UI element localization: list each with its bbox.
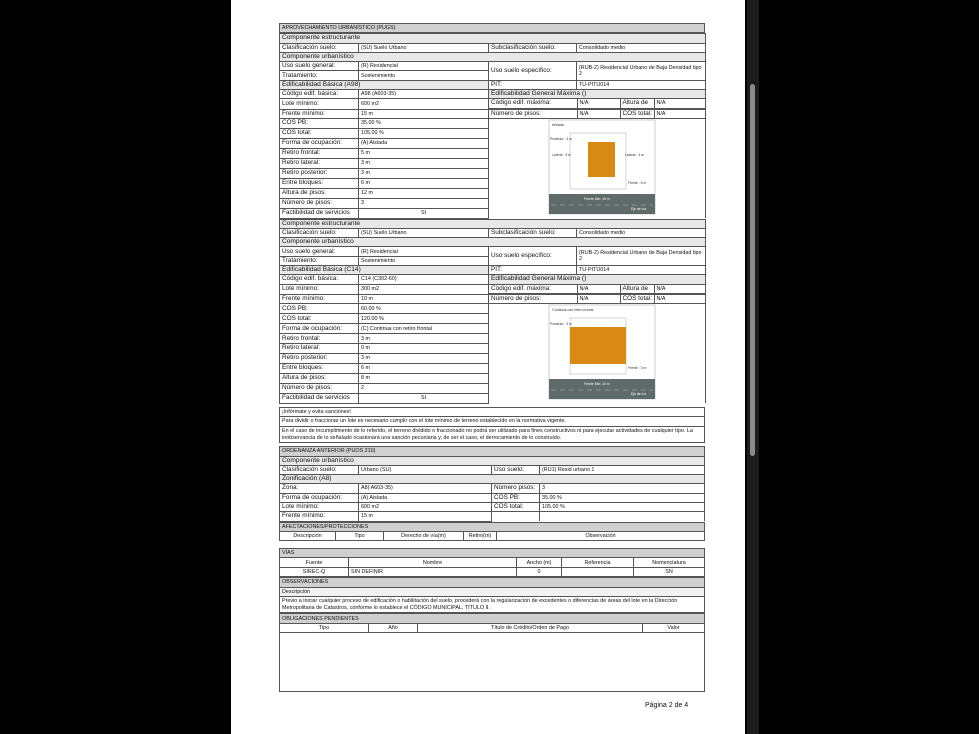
- field-label: Frente mínimo:: [280, 109, 359, 118]
- field-label: Retiro posterior:: [280, 354, 359, 364]
- pisos-max-label: Número de pisos:: [489, 110, 577, 118]
- ordenanza-label: COS total:: [492, 502, 540, 511]
- maxima-title: Edificabilidad General Máxima (): [489, 275, 706, 284]
- tratamiento-label: Tratamiento:: [280, 256, 359, 265]
- document-content: [279, 23, 705, 692]
- frente-label: Frente : 3 m: [628, 366, 647, 371]
- cos-total-max-value: N/A: [654, 295, 705, 303]
- ordenanza-title: ORDENANZA ANTERIOR (PUOS 210): [280, 447, 705, 456]
- posterior-label: Posterior : 3 m: [550, 136, 573, 141]
- obligaciones-table: [279, 613, 705, 692]
- field-value: 2: [359, 383, 489, 393]
- field-value: 3 m: [359, 334, 489, 344]
- uso-especifico-value: (RUB-2) Residencial Urbano de Baja Densidad tipo 2: [577, 62, 706, 81]
- field-label: Número de pisos:: [280, 198, 359, 208]
- notice-text: En el caso de incumplimiento de lo referido, el terreno dividido o fraccionado no podrá ser utilizado para fines constructivos ni para ejecutar actividades de cualquier tipo. La inobservancia de lo señalado ocasionará una sanción pecuniaria y, de ser el caso, el derrocamiento de lo construido.: [280, 427, 705, 443]
- field-label: COS total:: [280, 314, 359, 324]
- field-value: C14 (C302-60): [359, 275, 489, 284]
- uso-especifico-label: Uso suelo específico:: [489, 62, 577, 81]
- ordenanza-label: Frente mínimo:: [280, 512, 359, 521]
- field-label: Forma de ocupación:: [280, 138, 359, 148]
- subclasif-label: Subclasificación suelo:: [489, 43, 577, 52]
- afectaciones-col-header: Tipo: [336, 531, 384, 540]
- ordenanza-value: [540, 512, 705, 521]
- page-number: Página 2 de 4: [645, 702, 689, 709]
- field-label: Lote mínimo:: [280, 284, 359, 294]
- maxima-table-2: [489, 110, 705, 118]
- maxima-table-2: [489, 295, 705, 303]
- obligaciones-empty-area: [280, 633, 705, 692]
- urbanistico-title: Componente urbanístico: [280, 52, 706, 61]
- zone-a98-table: [279, 33, 706, 218]
- notice-text: Para dividir o fraccionar un lote es necesario cumplir con el lote mínimo de terreno establecido en la normativa vigente.: [280, 417, 705, 427]
- codigo-max-label: Código edif. máxima:: [489, 285, 577, 294]
- field-label: COS total:: [280, 128, 359, 138]
- subclasif-value: Consolidado medio: [577, 43, 706, 52]
- frente-label: Frente : 5 m: [628, 180, 647, 185]
- scrollbar-thumb[interactable]: [750, 84, 755, 456]
- ordenanza-value: 600 m2: [359, 502, 492, 511]
- clasif-label: Clasificación suelo:: [280, 43, 359, 52]
- uso-especifico-value: (RUB-2) Residencial Urbano de Baja Densidad tipo 2: [577, 247, 706, 266]
- ordenanza-value: 3: [540, 484, 705, 493]
- field-label: Retiro lateral:: [280, 158, 359, 168]
- field-value: 12 m: [359, 188, 489, 198]
- field-value: (C) Continua con retiro frontal: [359, 324, 489, 334]
- afectaciones-title: AFECTACIONES/PROTECCIONES: [280, 522, 705, 531]
- field-value: (A) Aislada: [359, 138, 489, 148]
- cos-total-max-value: N/A: [654, 110, 705, 118]
- cos-total-max-label: COS total:: [620, 110, 654, 118]
- field-label: COS PB:: [280, 304, 359, 314]
- pugs-header-table: [279, 23, 705, 33]
- field-label: COS PB:: [280, 118, 359, 128]
- ordenanza-componente: Componente urbanístico: [280, 456, 705, 465]
- field-value: 3 m: [359, 158, 489, 168]
- field-value: 3 m: [359, 354, 489, 364]
- codigo-max-value: N/A: [577, 285, 620, 294]
- eje-label: Eje de vía: [631, 392, 647, 397]
- altura-value: N/A: [654, 99, 705, 108]
- field-value: 5 m: [359, 148, 489, 158]
- ordenanza-value: (A) Aislada: [359, 493, 492, 502]
- field-value: 600 m2: [359, 99, 489, 109]
- ocupacion-aislada-diagram: [489, 119, 705, 215]
- ordenanza-label: Lote mínimo:: [280, 502, 359, 511]
- ordenanza-value: 105.00 %: [540, 502, 705, 511]
- field-value: 8 m: [359, 373, 489, 383]
- obligaciones-title: OBLIGACIONES PENDIENTES: [280, 614, 705, 623]
- table-row: [280, 567, 705, 576]
- frente-min-label: Frente Min: 15 m: [584, 196, 610, 201]
- field-value: SI: [359, 208, 489, 218]
- ordenanza-label: [492, 512, 540, 521]
- clasif-label: Clasificación suelo:: [280, 228, 359, 237]
- ordenanza-label: Zona:: [280, 484, 359, 493]
- uso-general-value: (R) Residencial: [359, 62, 489, 71]
- cos-total-max-label: COS total:: [620, 295, 654, 303]
- vias-table: [279, 548, 705, 577]
- obligaciones-col-header: Tipo: [280, 623, 369, 632]
- field-value: 6 m: [359, 363, 489, 373]
- eje-label: Eje de vía: [631, 206, 647, 211]
- pit-label: PIT:: [489, 80, 577, 89]
- field-value: 0 m: [359, 344, 489, 354]
- diagram-cell: [489, 304, 706, 404]
- altura-label: Altura de: [620, 99, 654, 108]
- afectaciones-col-header: Observación: [497, 531, 705, 540]
- diagram-title: Aislada: [552, 122, 564, 127]
- field-label: Lote mínimo:: [280, 99, 359, 109]
- field-value: 10 m: [359, 294, 489, 303]
- field-label: Factibilidad de servicios: [280, 393, 359, 403]
- field-label: Factibilidad de servicios: [280, 208, 359, 218]
- codigo-max-value: N/A: [577, 99, 620, 108]
- maxima-title: Edificabilidad General Máxima (): [489, 90, 706, 99]
- field-label: Entre bloques:: [280, 363, 359, 373]
- pit-value: TU-PITU014: [577, 266, 706, 275]
- urbanistico-title: Componente urbanístico: [280, 238, 706, 247]
- tratamiento-label: Tratamiento:: [280, 71, 359, 80]
- ordenanza-label: Número pisos:: [492, 484, 540, 493]
- field-value: 3: [359, 198, 489, 208]
- pisos-max-value: N/A: [577, 295, 620, 303]
- ordenanza-label: COS PB:: [492, 493, 540, 502]
- field-label: Retiro frontal:: [280, 148, 359, 158]
- ordenanza-uso-value: (RU1) Resid urbano 1: [540, 465, 705, 474]
- vias-col-header: Referencia: [562, 558, 634, 567]
- observaciones-title: OBSERVACIONES: [280, 578, 705, 588]
- subclasif-label: Subclasificación suelo:: [489, 228, 577, 237]
- observaciones-sub: Descripción: [280, 587, 705, 597]
- uso-general-value: (R) Residencial: [359, 247, 489, 256]
- uso-general-label: Uso suelo general:: [280, 247, 359, 256]
- field-value: 6 m: [359, 178, 489, 188]
- field-value: 120.00 %: [359, 314, 489, 324]
- field-value: 105.00 %: [359, 128, 489, 138]
- codigo-max-label: Código edif. máxima:: [489, 99, 577, 108]
- observaciones-text: Previo a iniciar cualquier proceso de edificación o habilitación del suelo, procederá con la regularización de excedentes o diferencias de áreas del lote en la Dirección Metropolitana de Catastros, conforme lo establece el CÓDIGO MUNICIPAL, TÍTULO II.: [280, 597, 705, 613]
- maxima-table: [489, 285, 705, 294]
- via-nombre: SIN DEFINIR: [349, 567, 517, 576]
- maxima-table: [489, 99, 705, 108]
- clasif-value: (SU) Suelo Urbano: [359, 43, 489, 52]
- field-label: Código edif. básica:: [280, 90, 359, 99]
- pit-value: TU-PITU014: [577, 80, 706, 89]
- via-referencia: [562, 567, 634, 576]
- diagram-cell: [489, 118, 706, 218]
- via-fuente: SIREC-Q: [280, 567, 349, 576]
- notice-heading: ¡Infórmate y evita sanciones!: [280, 407, 705, 417]
- pisos-max-label: Número de pisos:: [489, 295, 577, 303]
- section-header: APROVECHAMIENTO URBANÍSTICO (PUGS): [280, 24, 705, 33]
- estructurante-title: Componente estructurante: [280, 34, 706, 43]
- field-value: SI: [359, 393, 489, 403]
- field-label: Entre bloques:: [280, 178, 359, 188]
- field-label: Retiro posterior:: [280, 168, 359, 178]
- ordenanza-clasif-label: Clasificación suelo:: [280, 465, 359, 474]
- field-value: 15 m: [359, 109, 489, 118]
- obligaciones-col-header: Año: [369, 623, 418, 632]
- obligaciones-col-header: Valor: [643, 623, 705, 632]
- pit-label: PIT:: [489, 266, 577, 275]
- estructurante-title: Componente estructurante: [280, 219, 706, 228]
- ordenanza-value: 15 m: [359, 512, 492, 521]
- vias-title: VÍAS: [280, 549, 705, 558]
- uso-especifico-label: Uso suelo específico:: [489, 247, 577, 266]
- field-label: Altura de pisos:: [280, 373, 359, 383]
- vias-col-header: Nomenclatura: [634, 558, 705, 567]
- field-value: 35.00 %: [359, 118, 489, 128]
- ordenanza-table: [279, 446, 705, 521]
- altura-label: Altura de: [620, 285, 654, 294]
- basica-title: Edificabilidad Básica (A98): [280, 80, 489, 89]
- tratamiento-value: Sostenimiento: [359, 71, 489, 80]
- lateral-left-label: Lateral : 3 m: [552, 152, 571, 157]
- via-nomenclatura: SN: [634, 567, 705, 576]
- vias-col-header: Nombre: [349, 558, 517, 567]
- notices-table: [279, 407, 705, 443]
- field-label: Código edif. básica:: [280, 275, 359, 284]
- afectaciones-col-header: Retiro(m): [464, 531, 497, 540]
- frente-min-label: Frente Min: 10 m: [584, 382, 610, 387]
- field-value: 60.00 %: [359, 304, 489, 314]
- field-value: 300 m2: [359, 284, 489, 294]
- afectaciones-col-header: Derecho de vía(m): [384, 531, 464, 540]
- field-label: Retiro lateral:: [280, 344, 359, 354]
- tratamiento-value: Sostenimiento: [359, 256, 489, 265]
- field-label: Número de pisos:: [280, 383, 359, 393]
- clasif-value: (SU) Suelo Urbano: [359, 228, 489, 237]
- diagram-title: Continua con retiro frontal: [552, 308, 594, 313]
- ordenanza-value: A8( A603-35): [359, 484, 492, 493]
- field-label: Altura de pisos:: [280, 188, 359, 198]
- field-label: Forma de ocupación:: [280, 324, 359, 334]
- basica-title: Edificabilidad Básica (C14): [280, 266, 489, 275]
- ordenanza-value: 35.00 %: [540, 493, 705, 502]
- pisos-max-value: N/A: [577, 110, 620, 118]
- field-label: Retiro frontal:: [280, 334, 359, 344]
- lateral-right-label: Lateral : 3 m: [625, 152, 644, 157]
- ordenanza-clasif-value: Urbano (SU): [359, 465, 492, 474]
- afectaciones-table: [279, 522, 705, 542]
- field-value: A98 (A603-35): [359, 90, 489, 99]
- field-value: 3 m: [359, 168, 489, 178]
- document-page: [231, 0, 745, 734]
- zone-c14-table: [279, 219, 706, 404]
- afectaciones-col-header: Descripción: [280, 531, 336, 540]
- uso-general-label: Uso suelo general:: [280, 62, 359, 71]
- ordenanza-zonificacion: Zonificación (A8): [280, 475, 705, 484]
- building-footprint: [588, 142, 615, 177]
- scrollbar[interactable]: [747, 0, 759, 734]
- ordenanza-label: Forma de ocupación:: [280, 493, 359, 502]
- obligaciones-col-header: Título de Crédito/Orden de Pago: [418, 623, 643, 632]
- via-ancho: 0: [517, 567, 562, 576]
- vias-col-header: Fuente: [280, 558, 349, 567]
- posterior-label: Posterior : 3 m: [550, 322, 573, 327]
- altura-value: N/A: [654, 285, 705, 294]
- ocupacion-continua-diagram: [489, 304, 705, 400]
- field-label: Frente mínimo:: [280, 294, 359, 303]
- vias-col-header: Ancho (m): [517, 558, 562, 567]
- building-footprint: [570, 327, 626, 364]
- ordenanza-uso-label: Uso suelo:: [492, 465, 540, 474]
- observaciones-table: [279, 577, 705, 613]
- subclasif-value: Consolidado medio: [577, 228, 706, 237]
